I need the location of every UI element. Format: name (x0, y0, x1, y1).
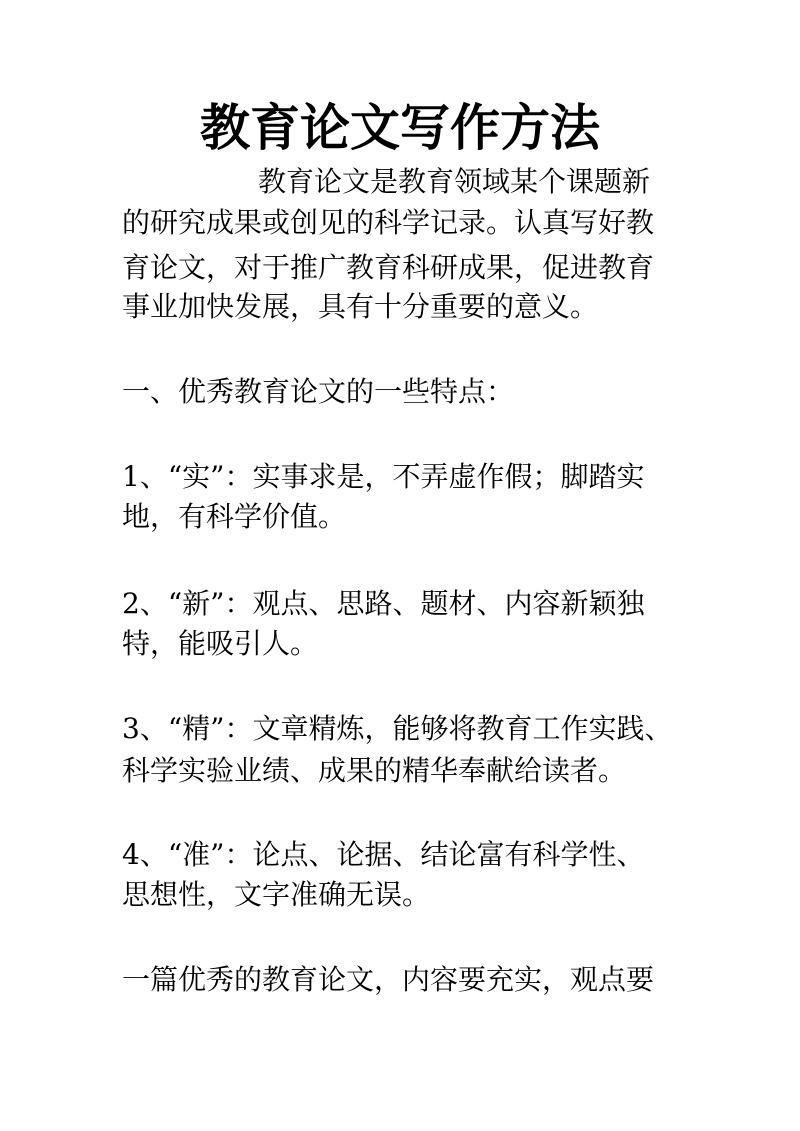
document-title: 教育论文写作方法 (200, 98, 600, 157)
point-2-line-1: 2、“新”：观点、思路、题材、内容新颖独 (122, 587, 645, 620)
closing-line: 一篇优秀的教育论文，内容要充实，观点要 (122, 963, 655, 996)
section-heading: 一、优秀教育论文的一些特点： (122, 375, 515, 408)
point-1-line-1: 1、“实”：实事求是，不弄虚作假；脚踏实 (122, 460, 645, 493)
intro-line-3: 育论文，对于推广教育科研成果，促进教育 (122, 251, 655, 284)
point-2-line-2: 特，能吸引人。 (122, 627, 319, 660)
point-3-line-1: 3、“精”：文章精炼，能够将教育工作实践、 (122, 712, 673, 745)
point-4-line-2: 思想性，文字准确无误。 (122, 878, 431, 911)
point-1-line-2: 地，有科学价值。 (122, 500, 347, 533)
intro-line-4: 事业加快发展，具有十分重要的意义。 (122, 290, 599, 323)
point-4-line-1: 4、“准”：论点、论据、结论富有科学性、 (122, 838, 645, 871)
intro-line-1: 教育论文是教育领域某个课题新 (258, 165, 651, 198)
point-3-line-2: 科学实验业绩、成果的精华奉献给读者。 (122, 754, 627, 787)
intro-line-2: 的研究成果或创见的科学记录。认真写好教 (122, 206, 655, 239)
